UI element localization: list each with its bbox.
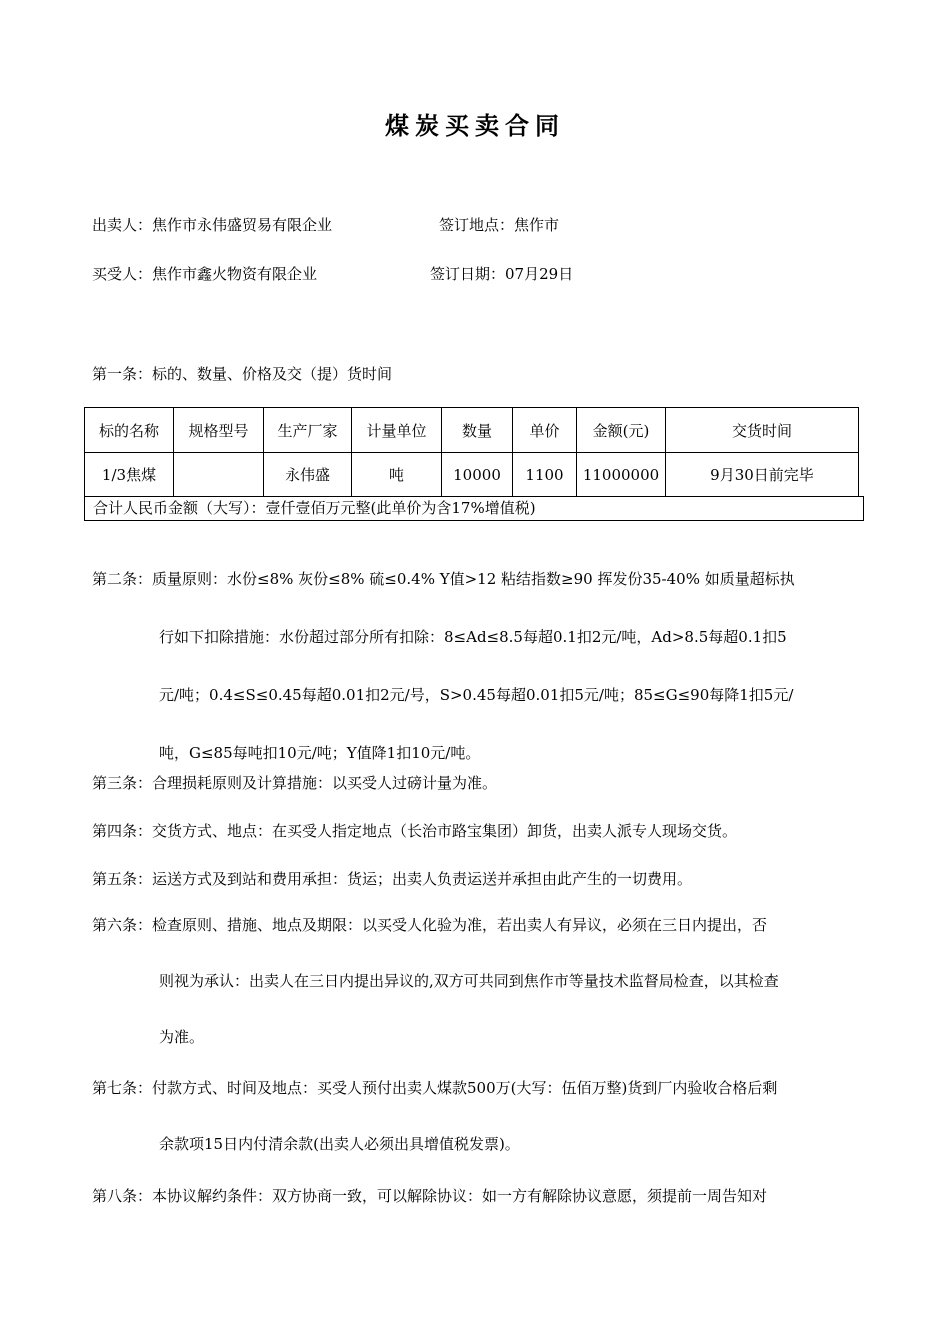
goods-table (84, 407, 859, 497)
table-cell: 10000 (442, 453, 513, 497)
article-text: 则视为承认：出卖人在三日内提出异议的,双方可共同到焦作市等量技术监督局检查，以其检查 (159, 972, 779, 990)
table-row (85, 453, 859, 497)
table-cell: 9月30日前完毕 (666, 453, 859, 497)
header-cell: 标的名称 (85, 408, 174, 453)
buyer-line (92, 263, 317, 284)
article-text: 第六条：检查原则、措施、地点及期限：以买受人化验为准，若出卖人有异议，必须在三日内提出，否 (92, 916, 768, 934)
place-line (439, 214, 559, 235)
article-text: 行如下扣除措施：水份超过部分所有扣除：8≤Ad≤8.5每超0.1扣2元/吨，Ad>8.5每超0.1扣5 (159, 628, 787, 646)
article-5 (92, 869, 858, 889)
article-text: 为准。 (159, 1028, 205, 1046)
article-text: 吨，G≤85每吨扣10元/吨；Y值降1扣10元/吨。 (159, 744, 481, 762)
document-title: 煤炭买卖合同 (385, 112, 565, 140)
buyer-label: 买受人： (92, 265, 153, 283)
article-text: 第三条：合理损耗原则及计算措施：以买受人过磅计量为准。 (92, 774, 498, 792)
article-text: 第七条：付款方式、时间及地点：买受人预付出卖人煤款500万(大写：伍佰万整)货到厂内验收合格后剩 (92, 1079, 778, 1097)
header-cell: 规格型号 (174, 408, 264, 453)
article-1-heading: 第一条：标的、数量、价格及交（提）货时间 (92, 365, 393, 383)
header-cell: 交货时间 (666, 408, 859, 453)
buyer-name: 焦作市鑫火物资有限企业 (152, 265, 318, 283)
table-cell: 1/3焦煤 (85, 453, 174, 497)
seller-label: 出卖人： (92, 216, 153, 234)
article-text: 余款项15日内付清余款(出卖人必须出具增值税发票)。 (159, 1135, 520, 1153)
article-text: 第四条：交货方式、地点：在买受人指定地点（长治市路宝集团）卸货，出卖人派专人现场交货。 (92, 822, 738, 840)
article-3 (92, 773, 858, 793)
article-text: 第八条：本协议解约条件：双方协商一致，可以解除协议：如一方有解除协议意愿，须提前一周告知对 (92, 1187, 768, 1205)
table-header-row (85, 408, 859, 453)
table-cell: 永伟盛 (264, 453, 352, 497)
sign-date: 07月29日 (505, 265, 574, 283)
total-amount-row: 合计人民币金额（大写）：壹仟壹佰万元整(此单价为含17%增值税) (84, 496, 864, 521)
place-label: 签订地点： (439, 216, 515, 234)
seller-line (92, 214, 332, 235)
table-cell: 11000000 (577, 453, 666, 497)
header-cell: 单价 (513, 408, 577, 453)
table-cell (174, 453, 264, 497)
date-line (430, 263, 573, 284)
date-label: 签订日期： (430, 265, 506, 283)
article-2 (92, 550, 858, 782)
article-4 (92, 821, 858, 841)
header-cell: 计量单位 (352, 408, 442, 453)
article-text: 元/吨；0.4≤S≤0.45每超0.01扣2元/号，S>0.45每超0.01扣5元/吨；85≤G≤90每降1扣5元/ (159, 686, 794, 704)
table-cell: 吨 (352, 453, 442, 497)
header-cell: 生产厂家 (264, 408, 352, 453)
article-7 (92, 1060, 858, 1172)
article-6 (92, 897, 858, 1065)
sign-place: 焦作市 (514, 216, 560, 234)
article-text: 第二条：质量原则：水份≤8% 灰份≤8% 硫≤0.4% Y值>12 粘结指数≥90 挥发份35-40% 如质量超标执 (92, 570, 795, 588)
table-cell: 1100 (513, 453, 577, 497)
article-text: 第五条：运送方式及到站和费用承担：货运；出卖人负责运送并承担由此产生的一切费用。 (92, 870, 693, 888)
seller-name: 焦作市永伟盛贸易有限企业 (152, 216, 333, 234)
header-cell: 数量 (442, 408, 513, 453)
header-cell: 金额(元) (577, 408, 666, 453)
article-8 (92, 1186, 858, 1206)
